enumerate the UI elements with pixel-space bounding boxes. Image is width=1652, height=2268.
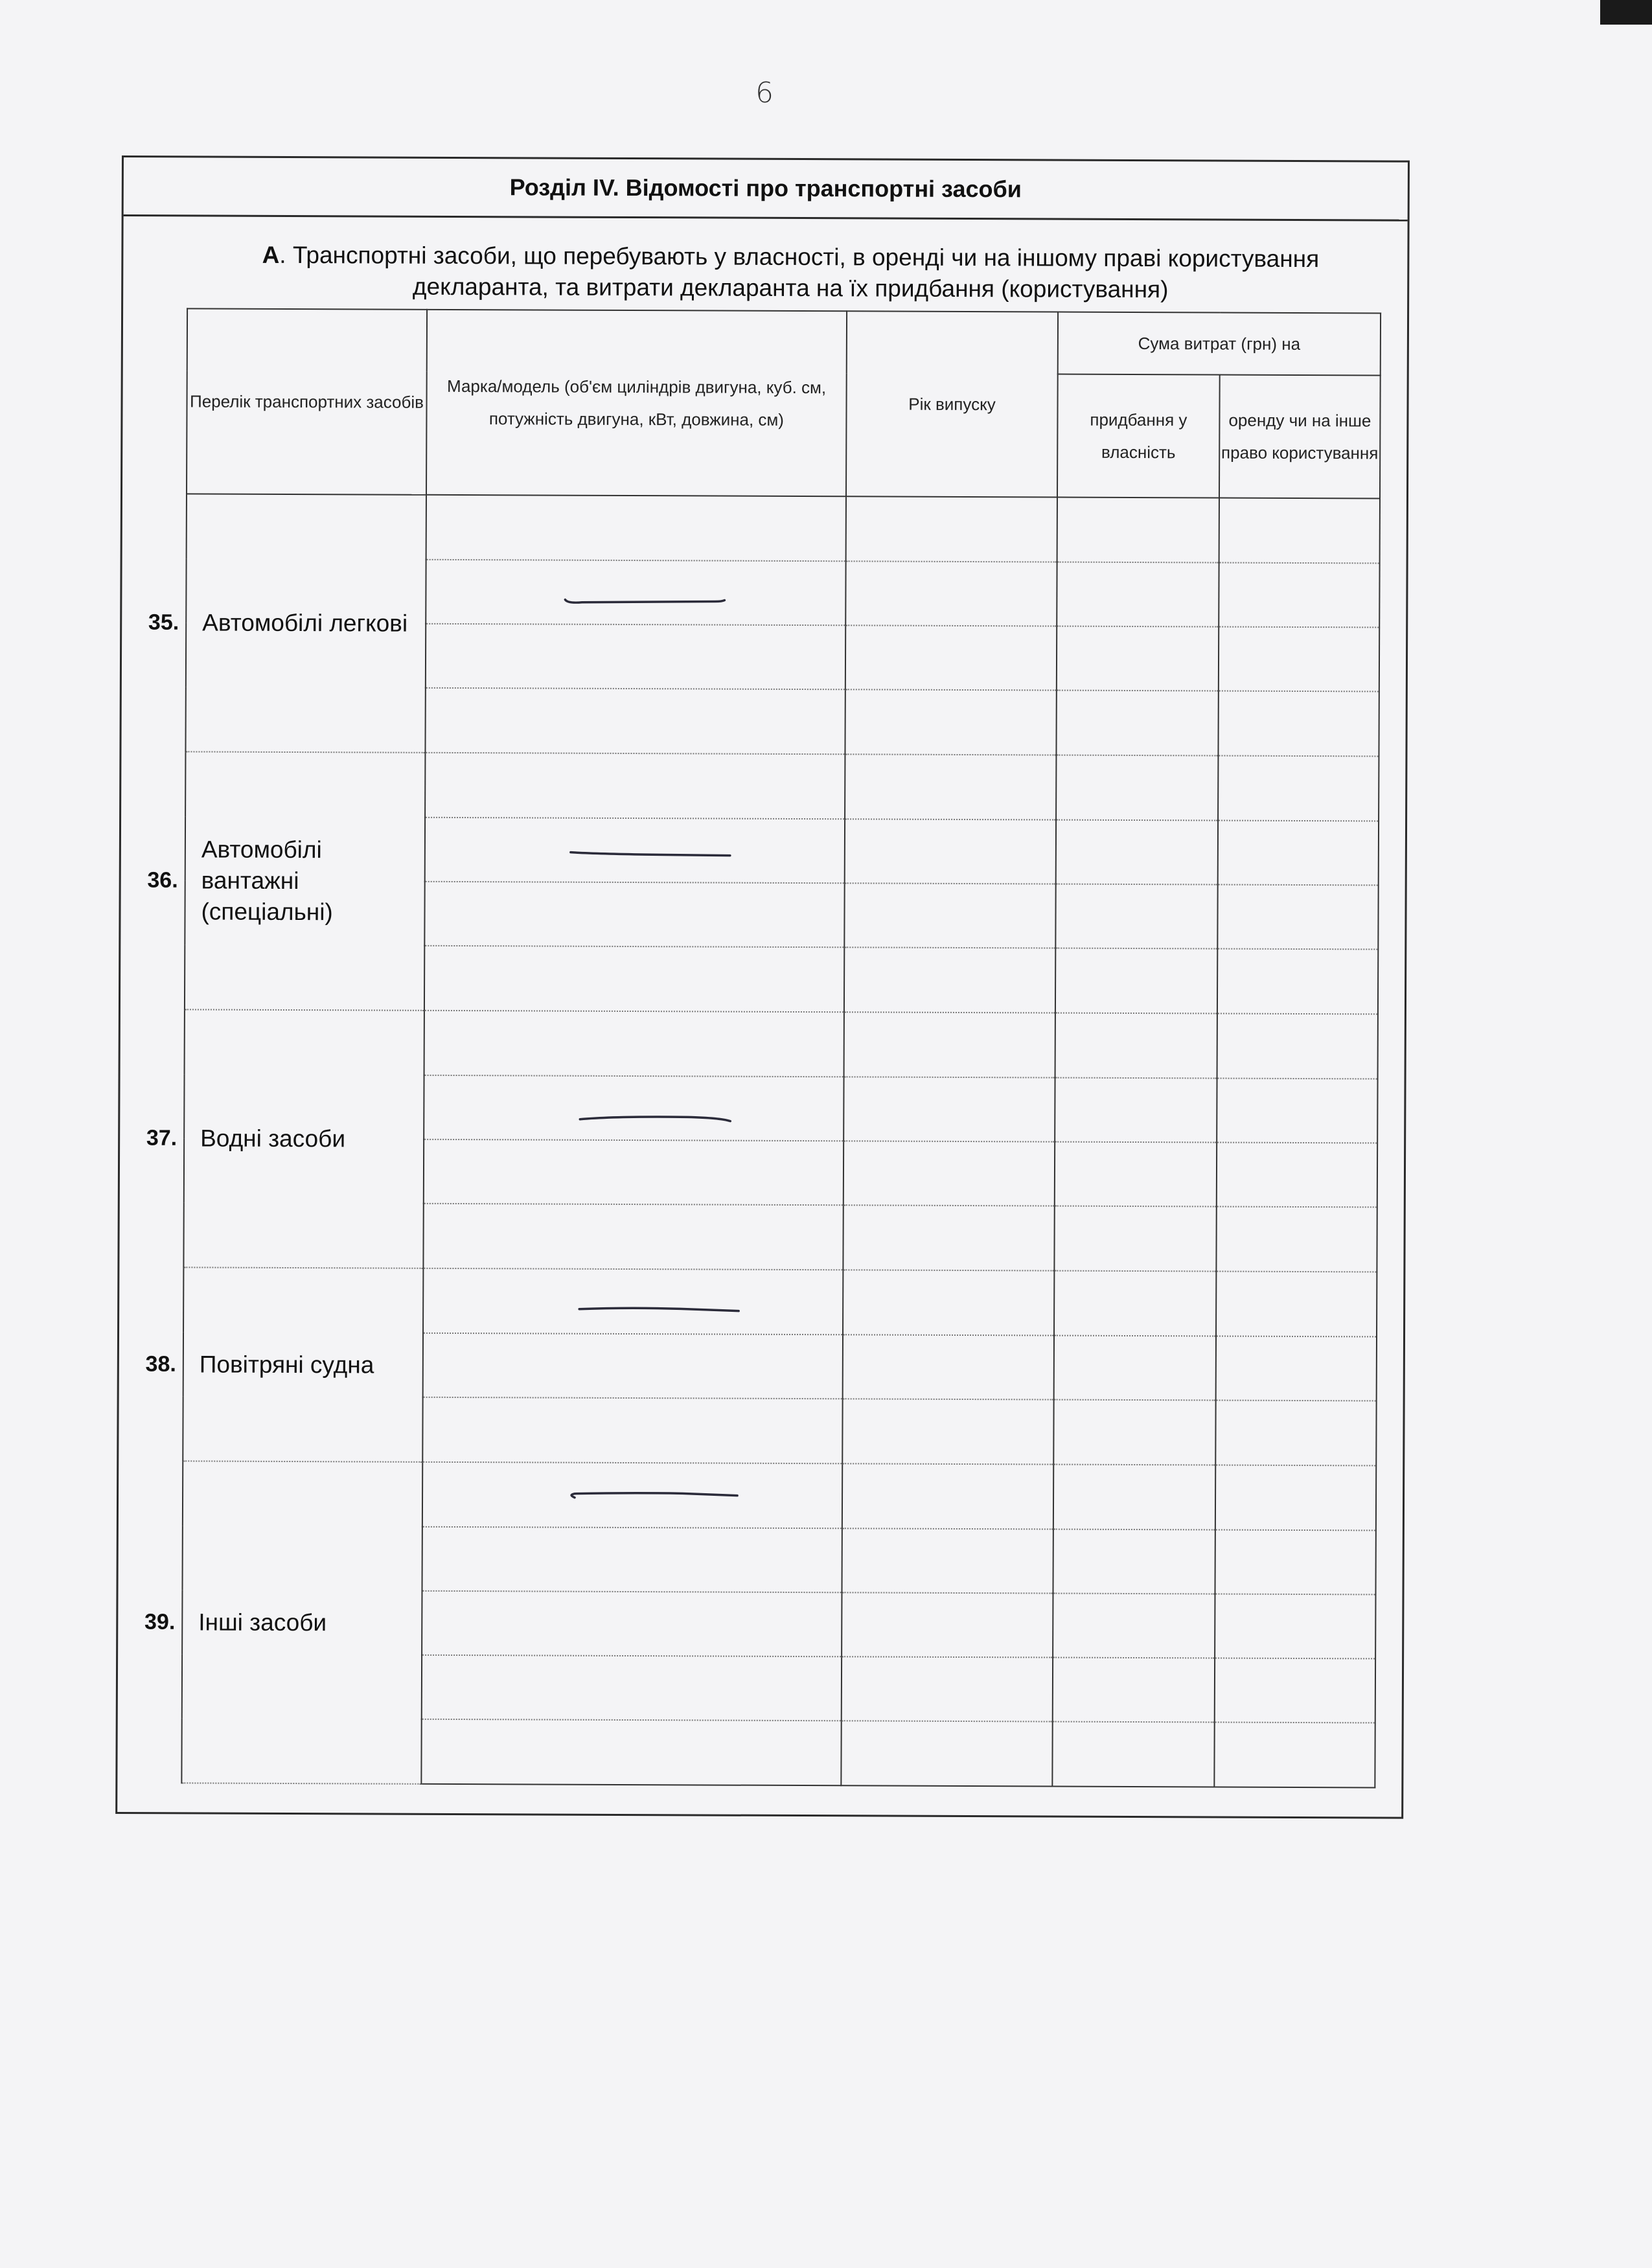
purchase-cell xyxy=(1053,1400,1215,1465)
model-cell xyxy=(422,1655,842,1721)
subtitle-letter: А xyxy=(262,241,280,268)
subtitle-text: . Транспортні засоби, що перебувають у власності, в оренді чи на іншому праві користування декларанта, та витрати декларанта на їх придбання (користування) xyxy=(279,241,1320,303)
year-cell xyxy=(845,625,1057,690)
purchase-cell xyxy=(1053,1658,1215,1723)
year-cell xyxy=(842,1399,1053,1464)
year-cell xyxy=(843,1077,1055,1141)
model-cell xyxy=(424,1075,843,1141)
rent-cell xyxy=(1215,1529,1375,1594)
rent-cell xyxy=(1217,1014,1378,1079)
rent-cell xyxy=(1219,498,1380,564)
year-cell xyxy=(843,1141,1055,1206)
rent-cell xyxy=(1218,691,1379,757)
category-number: 37. xyxy=(146,1125,178,1151)
purchase-cell xyxy=(1055,884,1217,949)
purchase-cell xyxy=(1055,1142,1217,1207)
year-cell xyxy=(843,1334,1054,1399)
category-number: 39. xyxy=(144,1609,176,1634)
rent-cell xyxy=(1217,1079,1377,1143)
rent-cell xyxy=(1219,563,1379,628)
section-title: Розділ IV. Відомості про транспортні засоби xyxy=(124,157,1408,222)
rent-cell xyxy=(1217,949,1378,1014)
purchase-cell xyxy=(1056,691,1218,756)
model-cell xyxy=(422,1591,842,1656)
purchase-cell xyxy=(1052,1722,1214,1787)
purchase-cell xyxy=(1057,562,1219,627)
rent-cell xyxy=(1215,1594,1375,1658)
header-list: Перелік транспортних засобів xyxy=(187,308,427,494)
model-cell xyxy=(426,560,845,625)
purchase-cell xyxy=(1054,1271,1216,1336)
model-cell xyxy=(424,882,844,947)
year-cell xyxy=(843,1205,1054,1270)
category-cell-37 xyxy=(146,1009,424,1268)
rent-cell xyxy=(1217,885,1378,950)
year-cell xyxy=(845,689,1056,755)
model-cell xyxy=(423,1333,843,1399)
year-cell xyxy=(842,1592,1053,1657)
year-cell xyxy=(844,947,1055,1013)
model-cell xyxy=(425,818,845,883)
vehicles-table xyxy=(144,308,1381,1788)
category-number: 38. xyxy=(145,1351,176,1377)
category-cell-36 xyxy=(147,751,426,1010)
year-cell xyxy=(845,561,1057,626)
purchase-cell xyxy=(1053,1529,1215,1594)
rent-cell xyxy=(1216,1271,1377,1336)
header-rent: оренду чи на інше право користування xyxy=(1219,375,1381,499)
rent-cell xyxy=(1215,1658,1375,1723)
purchase-cell xyxy=(1057,498,1219,563)
header-expenses: Сума витрат (грн) на xyxy=(1058,312,1381,376)
category-cell-38 xyxy=(145,1267,423,1461)
section-subtitle xyxy=(214,240,1367,306)
year-cell xyxy=(844,883,1055,948)
purchase-cell xyxy=(1055,1013,1217,1079)
purchase-cell xyxy=(1053,1594,1215,1658)
year-cell xyxy=(842,1656,1053,1721)
rent-cell xyxy=(1218,821,1379,886)
year-cell xyxy=(842,1463,1053,1529)
year-cell xyxy=(841,1721,1052,1786)
rent-cell xyxy=(1216,1207,1377,1272)
model-cell xyxy=(425,753,845,819)
model-cell xyxy=(423,1268,843,1334)
category-label: Автомобілі легкові xyxy=(202,609,408,637)
category-number: 35. xyxy=(148,610,179,635)
year-cell xyxy=(843,1270,1054,1335)
section-frame xyxy=(115,155,1410,1819)
header-model: Марка/модель (об'єм циліндрів двигуна, куб. см, потужність двигуна, кВт, довжина, см) xyxy=(426,310,847,496)
year-cell xyxy=(842,1528,1053,1593)
scan-edge-mark xyxy=(1600,0,1652,25)
purchase-cell xyxy=(1054,1336,1216,1401)
purchase-cell xyxy=(1054,1206,1216,1272)
model-cell xyxy=(422,1397,842,1463)
rent-cell xyxy=(1216,1336,1377,1401)
model-cell xyxy=(422,1527,842,1592)
page-number: 6 xyxy=(755,76,774,109)
model-cell xyxy=(423,1204,843,1270)
category-label: Повітряні судна xyxy=(199,1350,374,1379)
rent-cell xyxy=(1217,1143,1377,1208)
category-cell-39 xyxy=(144,1461,422,1783)
year-cell xyxy=(844,1012,1055,1077)
header-purchase: придбання у власність xyxy=(1057,374,1220,498)
year-cell xyxy=(845,819,1056,884)
category-label: Автомобілі вантажні (спеціальні) xyxy=(201,836,333,926)
category-cell-35 xyxy=(148,494,426,752)
model-cell xyxy=(422,1462,842,1528)
rent-cell xyxy=(1214,1722,1375,1787)
header-year: Рік випуску xyxy=(846,311,1058,497)
model-cell xyxy=(425,688,845,754)
purchase-cell xyxy=(1056,755,1218,821)
model-cell xyxy=(424,946,844,1012)
purchase-cell xyxy=(1055,1078,1217,1143)
year-cell xyxy=(846,496,1057,562)
category-label: Водні засоби xyxy=(200,1125,346,1152)
model-cell xyxy=(426,495,846,561)
rent-cell xyxy=(1215,1465,1376,1530)
model-cell xyxy=(421,1719,841,1785)
category-label: Інші засоби xyxy=(198,1608,327,1636)
rent-cell xyxy=(1218,756,1379,821)
model-cell xyxy=(424,1140,843,1205)
purchase-cell xyxy=(1053,1465,1215,1530)
rent-cell xyxy=(1219,627,1379,692)
purchase-cell xyxy=(1057,626,1219,691)
purchase-cell xyxy=(1056,820,1218,885)
rent-cell xyxy=(1215,1400,1376,1465)
year-cell xyxy=(845,754,1056,819)
category-number: 36. xyxy=(147,867,178,893)
model-cell xyxy=(426,624,845,689)
purchase-cell xyxy=(1055,948,1217,1014)
model-cell xyxy=(424,1011,844,1077)
